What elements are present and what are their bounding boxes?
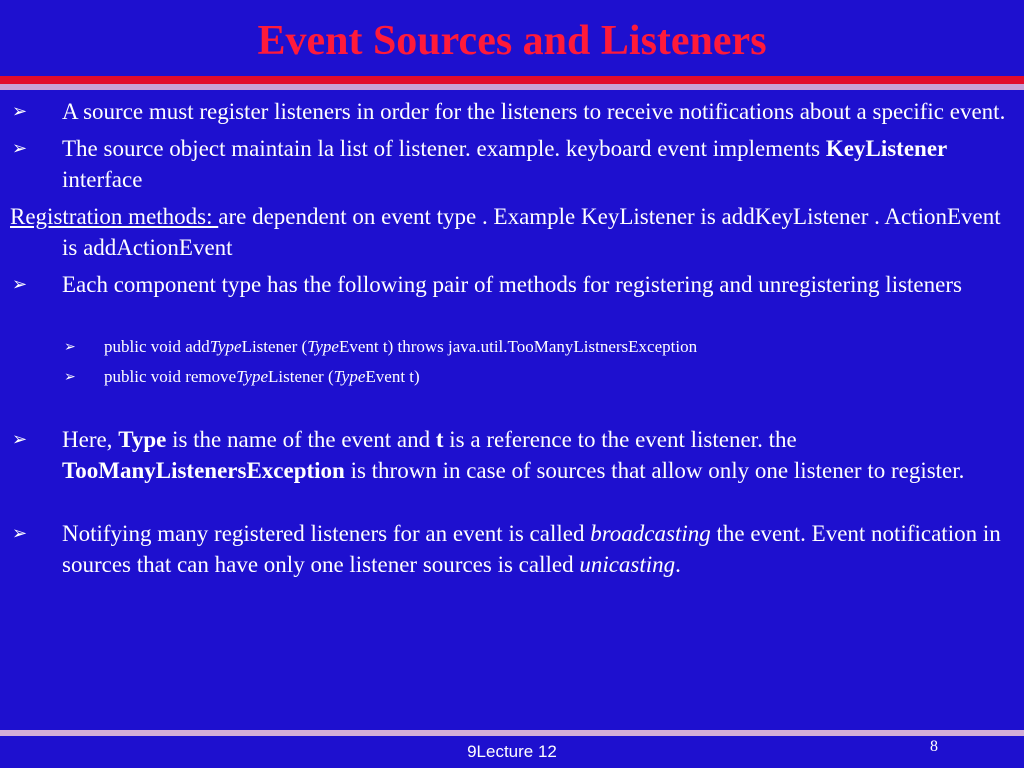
page-number: 8 (930, 738, 938, 755)
slide-content (0, 96, 1010, 580)
arrow-bullet-icon: ➢ (64, 339, 76, 355)
bullet-text-bold: t (435, 427, 444, 452)
arrow-bullet-icon: ➢ (64, 369, 76, 385)
code-text: Event t) throws java.util.TooManyListnersException (338, 337, 698, 356)
bullet-text: The source object maintain la list of listener. example. keyboard event implements (62, 136, 826, 161)
arrow-bullet-icon: ➢ (12, 138, 28, 159)
bullet-text: Notifying many registered listeners for an event is called (62, 521, 591, 546)
bullet-text-italic: unicasting (579, 552, 676, 577)
footer-divider (0, 730, 1024, 736)
code-text: public void remove (104, 367, 237, 386)
bullet-item-component-methods (0, 269, 1010, 300)
bullet-item-type-explanation (0, 424, 1010, 486)
bullet-text-bold: Type (118, 427, 167, 452)
bullet-text-bold: KeyListener (825, 136, 948, 161)
footer-lecture-label: 9Lecture 12 (467, 742, 557, 761)
bullet-item-source-object (0, 133, 1010, 195)
arrow-bullet-icon: ➢ (12, 274, 28, 295)
sub-bullet-add-listener (0, 332, 1010, 362)
arrow-bullet-icon: ➢ (12, 101, 28, 122)
code-text-italic: Type (236, 367, 268, 386)
bullet-text-bold: TooManyListenersException (62, 458, 345, 483)
bullet-text: Here, (62, 427, 119, 452)
bullet-item-broadcasting (0, 518, 1010, 580)
slide-title: Event Sources and Listeners (257, 18, 767, 64)
arrow-bullet-icon: ➢ (12, 429, 28, 450)
code-text-italic: Type (209, 337, 242, 356)
code-text: Listener ( (268, 367, 334, 386)
bullet-text: is thrown in case of sources that allow only one listener to register. (344, 458, 965, 483)
bullet-text: interface (62, 167, 143, 192)
code-text: Event t) (365, 367, 420, 386)
bullet-text: A source must register listeners in order for the listeners to receive notifications about a specific event. (62, 99, 1006, 124)
arrow-bullet-icon: ➢ (12, 523, 28, 544)
code-text-italic: Type (333, 367, 366, 386)
code-text: public void add (104, 337, 210, 356)
bullet-text: Each component type has the following pair of methods for registering and unregistering listeners (62, 272, 962, 297)
registration-methods-label: Registration methods: (10, 204, 219, 229)
registration-methods-text: are dependent on event type . Example KeyListener is addKeyListener . ActionEvent is addActionEvent (62, 204, 1001, 260)
registration-methods-paragraph (0, 201, 1010, 263)
bullet-item-register (0, 96, 1010, 127)
bullet-text: is a reference to the event listener. the (443, 427, 797, 452)
sub-bullet-remove-listener (0, 362, 1010, 392)
bullet-text: the event. Event notification in sources that can have only one listener sources is called (62, 521, 1001, 577)
bullet-text: . (675, 552, 681, 577)
bullet-text: is the name of the event and (166, 427, 436, 452)
bullet-text-italic: broadcasting (590, 521, 711, 546)
title-divider (0, 76, 1024, 90)
code-text: Listener ( (241, 337, 308, 356)
code-text-italic: Type (307, 337, 339, 356)
